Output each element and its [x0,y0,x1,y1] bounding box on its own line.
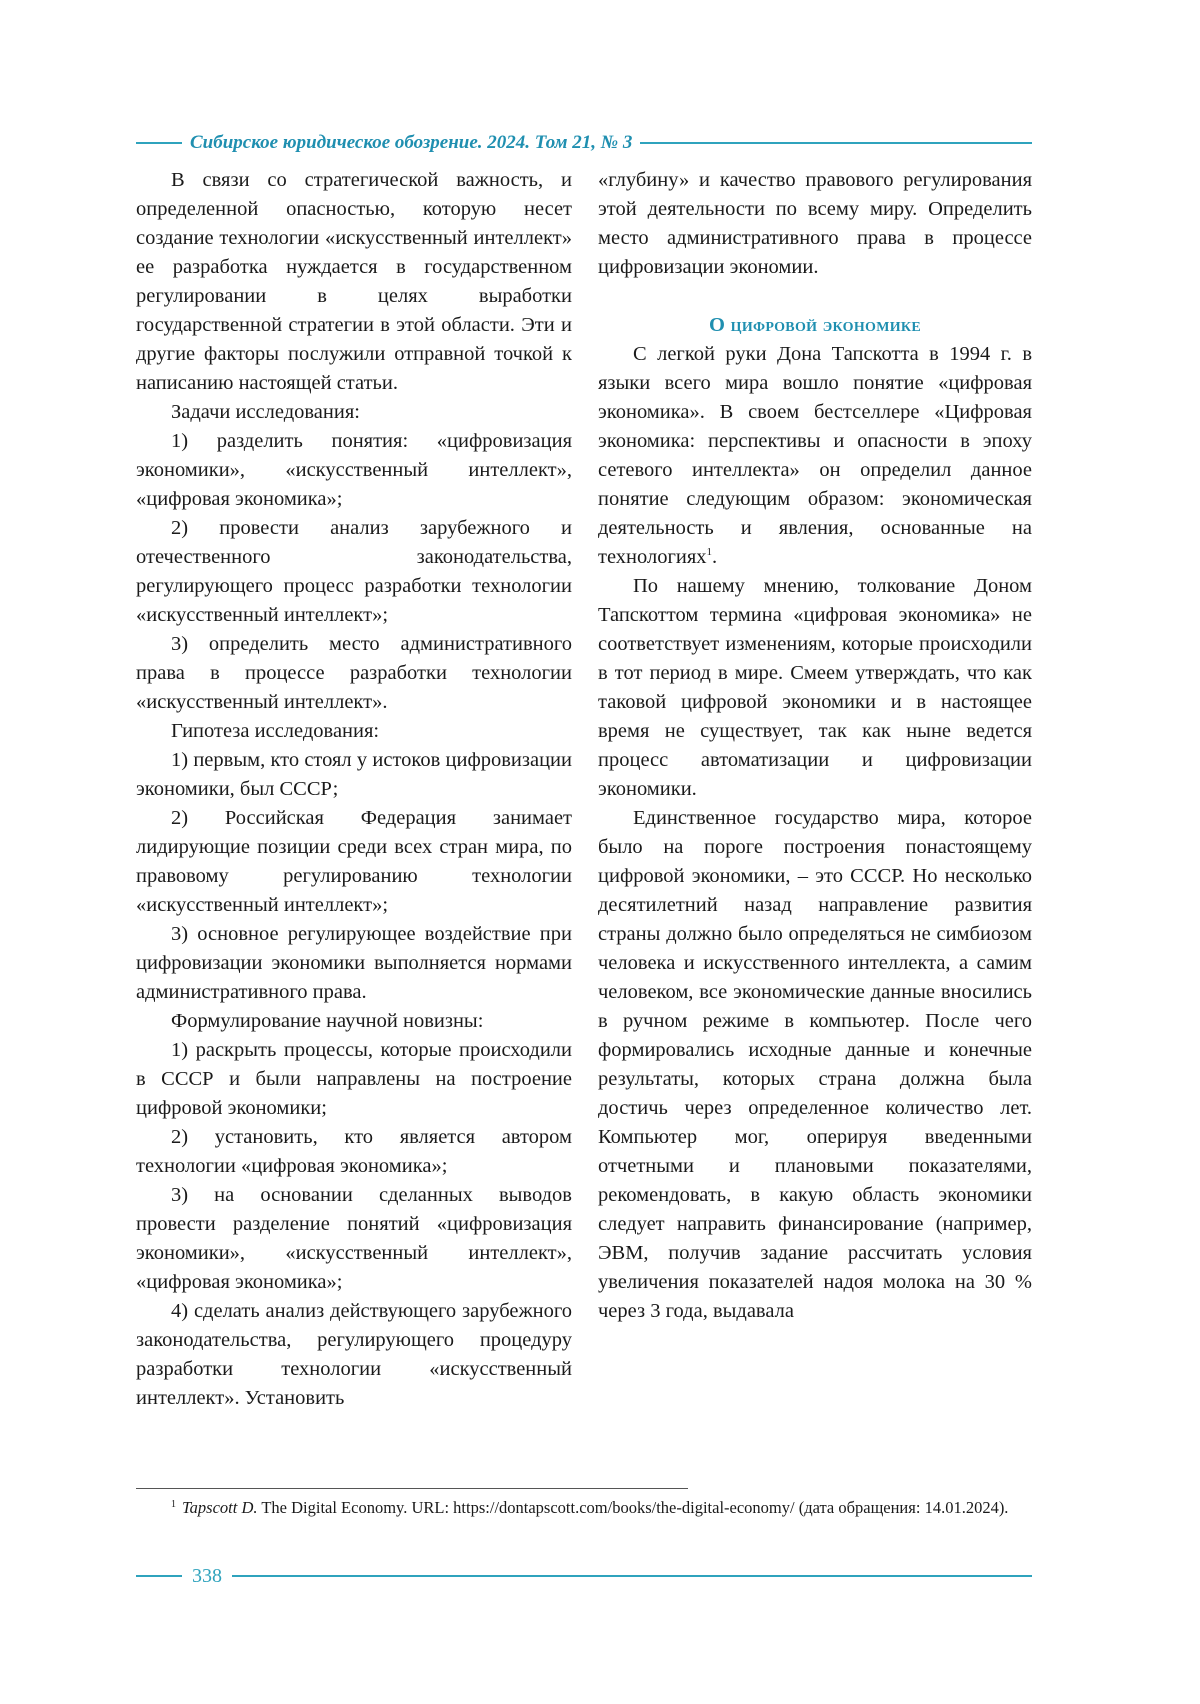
paragraph: 3) определить место административного права в процессе разработки технологии «искусственный интеллект». [136,630,572,717]
paragraph [598,340,1032,572]
paragraph: 1) первым, кто стоял у истоков цифровизации экономики, был СССР; [136,746,572,804]
journal-page [0,0,1200,1704]
paragraph: 2) установить, кто является автором технологии «цифровая экономика»; [136,1123,572,1181]
left-column [136,166,572,1413]
paragraph: Задачи исследования: [136,398,572,427]
footnote-text: The Digital Economy. URL: https://dontapscott.com/books/the-digital-economy/ (дата обращения: 14.01.2024). [258,1498,1009,1517]
header-rule-right [640,142,1032,144]
section-heading: О цифровой экономике [598,311,1032,340]
header-rule-left [136,142,182,144]
paragraph: Гипотеза исследования: [136,717,572,746]
paragraph-continuation: «глубину» и качество правового регулирования этой деятельности по всему миру. Определить место административного права в процессе цифровизации экономии. [598,166,1032,282]
paragraph: Единственное государство мира, которое было на пороге построения понастоящему цифровой экономики, – это СССР. Но несколько десятилетний назад направление развития страны должно было определяться не симбиозом человека и искусственного интеллекта, а самим человеком, все экономические данные вносились в ручном режиме в компьютер. После чего формировались исходные данные и конечные результаты, которых страна должна была достичь через определенное количество лет. Компьютер мог, оперируя введенными отчетными и плановыми показателями, рекомендовать, в какую область экономики следует направить финансирование (например, ЭВМ, получив задание рассчитать условия увеличения показателей надоя молока на 30 % через 3 года, выдавала [598,804,1032,1326]
paragraph: 4) сделать анализ действующего зарубежного законодательства, регулирующего процедуру разработки технологии «искусственный интеллект». Установить [136,1297,572,1413]
footer-rule-right [232,1575,1032,1577]
paragraph: 2) Российская Федерация занимает лидирующие позиции среди всех стран мира, по правовому регулированию технологии «искусственный интеллект»; [136,804,572,920]
journal-running-title: Сибирское юридическое обозрение. 2024. Том 21, № 3 [190,132,632,154]
footer-rule-left [136,1575,182,1577]
paragraph: 3) на основании сделанных выводов провести разделение понятий «цифровизация экономики», «искусственный интеллект», «цифровая экономика»; [136,1181,572,1297]
paragraph: По нашему мнению, толкование Доном Тапскоттом термина «цифровая экономика» не соответствует изменениям, которые происходили в тот период в мире. Смеем утверждать, что как таковой цифровой экономики и в настоящее время не существует, так как ныне ведется процесс автоматизации и цифровизации экономики. [598,572,1032,804]
footnote [136,1496,1032,1520]
paragraph: В связи со стратегической важность, и определенной опасностью, которую несет создание технологии «искусственный интеллект» ее разработка нуждается в государственном регулировании в целях выработки государственной стратегии в этой области. Эти и другие факторы послужили отправной точкой к написанию настоящей статьи. [136,166,572,398]
page-footer [136,1564,1032,1588]
right-column [598,166,1032,1326]
footnote-number: 1 [171,1499,176,1510]
paragraph: 3) основное регулирующее воздействие при цифровизации экономики выполняется нормами административного права. [136,920,572,1007]
section-spacer [598,282,1032,311]
paragraph-end: . [712,546,717,568]
paragraph-text: С легкой руки Дона Тапскотта в 1994 г. в языки всего мира вошло понятие «цифровая экономика». В своем бестселлере «Цифровая экономика: перспективы и опасности в эпоху сетевого интеллекта» он определил данное понятие следующим образом: экономическая деятельность и явления, основанные на технологиях [598,343,1032,568]
paragraph: 2) провести анализ зарубежного и отечественного законодательства, регулирующего процесс разработки технологии «искусственный интеллект»; [136,514,572,630]
page-number: 338 [192,1565,222,1588]
footnote-separator [136,1488,688,1489]
footnote-author: Tapscott D. [182,1498,258,1517]
footnote-reference[interactable]: 1 [707,546,713,558]
paragraph: 1) разделить понятия: «цифровизация экономики», «искусственный интеллект», «цифровая экономика»; [136,427,572,514]
paragraph: 1) раскрыть процессы, которые происходили в СССР и были направлены на построение цифровой экономики; [136,1036,572,1123]
paragraph: Формулирование научной новизны: [136,1007,572,1036]
running-header [136,131,1032,155]
